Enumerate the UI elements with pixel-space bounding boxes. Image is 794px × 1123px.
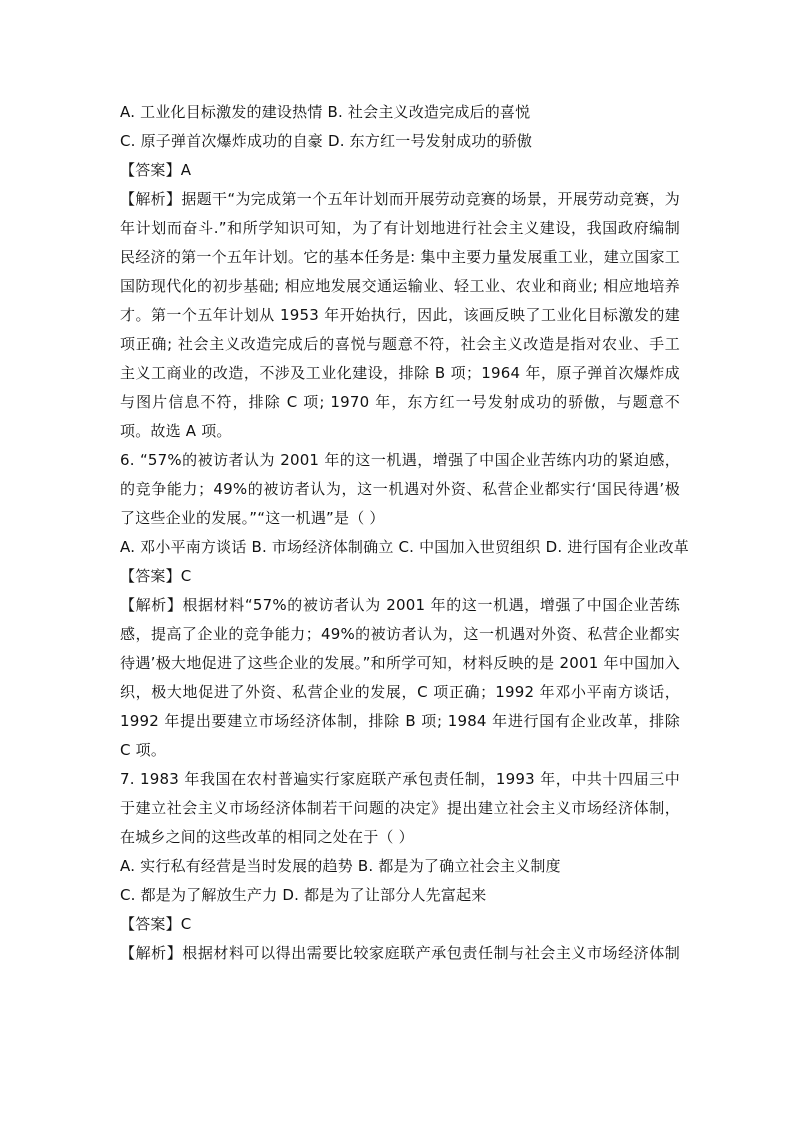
question-5-answer: 【答案】A [120, 161, 192, 179]
question-7-stem-line-2: 于建立社会主义市场经济体制若干问题的决定》提出建立社会主义市场经济体制， [120, 799, 680, 817]
question-6-analysis-line-2: 感，提高了企业的竞争能力；49%的被访者认为，这一机遇对外资、私营企业都实 [120, 625, 680, 643]
question-5-analysis-line-5: 才。第一个五年计划从 1953 年开始执行，因此，该画反映了工业化目标激发的建 [120, 306, 680, 324]
question-6-analysis-line-5: 1992 年提出要建立市场经济体制，排除 B 项; 1984 年进行国有企业改革，排除 [120, 712, 680, 730]
question-6-analysis-line-1: 【解析】根据材料“57%的被访者认为 2001 年的这一机遇，增强了中国企业苦练 [120, 596, 680, 614]
question-6-analysis-line-4: 织，极大地促进了外资、私营企业的发展，C 项正确；1992 年邓小平南方谈话， [120, 683, 680, 701]
question-6-stem-line-2: 的竞争能力；49%的被访者认为，这一机遇对外资、私营企业都实行‘国民待遇’极 [120, 480, 680, 498]
question-5-analysis-line-6: 项正确; 社会主义改造完成后的喜悦与题意不符，社会主义改造是指对农业、手工 [120, 335, 680, 353]
question-7-options-ab: A. 实行私有经营是当时发展的趋势 B. 都是为了确立社会主义制度 [120, 857, 561, 875]
question-5-analysis-line-7: 主义工商业的改造，不涉及工业化建设，排除 B 项；1964 年，原子弹首次爆炸成 [120, 364, 680, 382]
question-5-analysis-line-1: 【解析】据题干“为完成第一个五年计划而开展劳动竞赛的场景，开展劳动竞赛，为 [120, 190, 680, 208]
question-5-options-cd: C. 原子弹首次爆炸成功的自豪 D. 东方红一号发射成功的骄傲 [120, 132, 533, 150]
question-5-analysis-line-9: 项。故选 A 项。 [120, 422, 232, 440]
question-7-analysis-line-1: 【解析】根据材料可以得出需要比较家庭联产承包责任制与社会主义市场经济体制 [120, 944, 680, 962]
question-7-answer: 【答案】C [120, 915, 192, 933]
question-7-stem-line-3: 在城乡之间的这些改革的相同之处在于（ ） [120, 828, 414, 846]
question-7-stem-line-1: 7. 1983 年我国在农村普遍实行家庭联产承包责任制，1993 年，中共十四届三中 [120, 770, 680, 788]
question-7-options-cd: C. 都是为了解放生产力 D. 都是为了让部分人先富起来 [120, 886, 487, 904]
question-5-analysis-line-4: 国防现代化的初步基础; 相应地发展交通运输业、轻工业、农业和商业; 相应地培养 [120, 277, 680, 295]
question-6-analysis-line-3: 待遇’极大地促进了这些企业的发展。”和所学可知，材料反映的是 2001 年中国加入 [120, 654, 680, 672]
question-6-options: A. 邓小平南方谈话 B. 市场经济体制确立 C. 中国加入世贸组织 D. 进行国有企业改革 [120, 538, 689, 556]
question-5-options-ab: A. 工业化目标激发的建设热情 B. 社会主义改造完成后的喜悦 [120, 103, 531, 121]
question-5-analysis-line-8: 与图片信息不符，排除 C 项; 1970 年，东方红一号发射成功的骄傲，与题意不 [120, 393, 680, 411]
question-6-analysis-line-6: C 项。 [120, 741, 167, 759]
question-6-answer: 【答案】C [120, 567, 192, 585]
question-6-stem-line-1: 6. “57%的被访者认为 2001 年的这一机遇，增强了中国企业苦练内功的紧迫感， [120, 451, 680, 469]
document-body [120, 98, 689, 968]
question-6-stem-line-3: 了这些企业的发展。”“这一机遇”是（ ） [120, 509, 385, 527]
question-5-analysis-line-3: 民经济的第一个五年计划。它的基本任务是: 集中主要力量发展重工业，建立国家工 [120, 248, 680, 266]
question-5-analysis-line-2: 年计划而奋斗.”和所学知识可知，为了有计划地进行社会主义建设，我国政府编制 [120, 219, 680, 237]
